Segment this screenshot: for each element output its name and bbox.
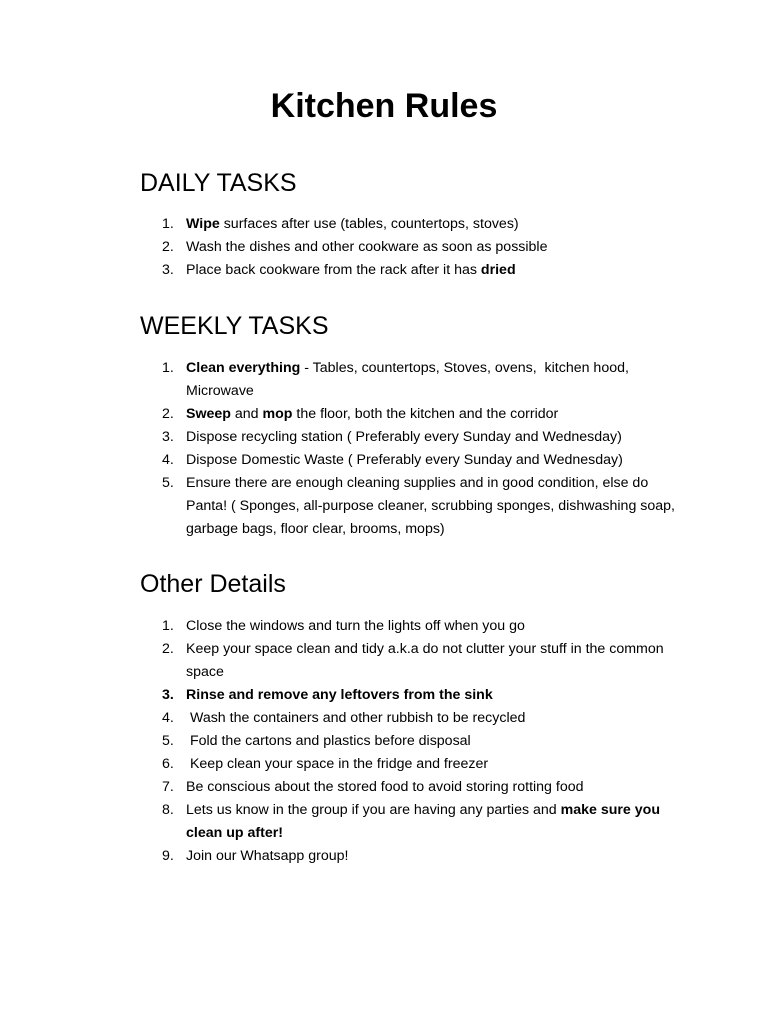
list-item-number: 6. (162, 756, 174, 772)
list-item (0, 730, 768, 753)
list-item-number: 2. (162, 641, 174, 657)
list-item (0, 259, 768, 282)
list-item-number: 9. (162, 848, 174, 864)
list-item-bold-text: Clean everything (186, 360, 301, 376)
list-item (0, 213, 768, 236)
list-item (0, 753, 768, 776)
list-item-number: 2. (162, 406, 174, 422)
section-heading-daily-tasks: DAILY TASKS (140, 169, 297, 197)
list-item (0, 799, 768, 845)
list-item-number: 4. (162, 452, 174, 468)
list-item-text: the floor, both the kitchen and the corridor (292, 406, 559, 422)
list-item-text: Keep your space clean and tidy a.k.a do not clutter your stuff in the common space (186, 641, 668, 680)
list-item-bold-text: make sure you clean up after! (186, 802, 664, 841)
list-item (0, 449, 768, 472)
list-item-text: Dispose Domestic Waste ( Preferably every Sunday and Wednesday) (186, 452, 623, 468)
daily-tasks-list (0, 213, 768, 282)
list-item-number: 1. (162, 216, 174, 232)
list-item-bold-text: mop (262, 406, 293, 422)
list-item-text: - Tables, countertops, Stoves, ovens, kitchen hood, Microwave (186, 360, 633, 399)
list-item (0, 615, 768, 638)
list-item-number: 3. (162, 429, 174, 445)
list-item (0, 845, 768, 868)
list-item-bold-text: Rinse and remove any leftovers from the sink (186, 687, 493, 703)
list-item-text: Be conscious about the stored food to avoid storing rotting food (186, 779, 584, 795)
section-heading-other-details: Other Details (140, 570, 286, 598)
list-item (0, 472, 768, 541)
list-item (0, 403, 768, 426)
page-title: Kitchen Rules (270, 87, 498, 125)
list-item-number: 1. (162, 360, 174, 376)
list-item-text: Join our Whatsapp group! (186, 848, 349, 864)
list-item (0, 707, 768, 730)
list-item-text: Lets us know in the group if you are having any parties and (186, 802, 561, 818)
list-item (0, 776, 768, 799)
list-item-text: Place back cookware from the rack after it has (186, 262, 481, 278)
list-item-text: Close the windows and turn the lights off when you go (186, 618, 525, 634)
list-item-text: Keep clean your space in the fridge and freezer (186, 756, 489, 772)
list-item-number: 1. (162, 618, 174, 634)
list-item-text: Wash the containers and other rubbish to be recycled (186, 710, 526, 726)
list-item-bold-text: dried (480, 262, 516, 278)
list-item-number: 5. (162, 475, 174, 491)
list-item-text: surfaces after use (tables, countertops, stoves) (219, 216, 519, 232)
section-heading-weekly-tasks: WEEKLY TASKS (140, 312, 329, 340)
other-details-list (0, 615, 768, 868)
list-item (0, 357, 768, 403)
list-item-text: and (230, 406, 263, 422)
list-item-number: 4. (162, 710, 174, 726)
list-item-bold-text: Wipe (186, 216, 220, 232)
list-item (0, 236, 768, 259)
list-item-text: Fold the cartons and plastics before disposal (186, 733, 471, 749)
list-item-text: Dispose recycling station ( Preferably every Sunday and Wednesday) (186, 429, 622, 445)
list-item-number: 5. (162, 733, 174, 749)
list-item-number: 8. (162, 802, 174, 818)
weekly-tasks-list (0, 357, 768, 541)
list-item (0, 638, 768, 684)
list-item-number: 2. (162, 239, 174, 255)
list-item-text: Wash the dishes and other cookware as soon as possible (186, 239, 548, 255)
list-item (0, 426, 768, 449)
list-item-number: 3. (162, 262, 174, 278)
list-item-bold-text: Sweep (186, 406, 231, 422)
list-item-number: 7. (162, 779, 174, 795)
list-item (0, 684, 768, 707)
list-item-text: Ensure there are enough cleaning supplies and in good condition, else do Panta! ( Sponges, all-purpose cleaner, scrubbing sponges, dishwashing soap, garbage bags, floor clear, brooms, mops) (186, 475, 679, 537)
list-item-number: 3. (162, 687, 174, 703)
